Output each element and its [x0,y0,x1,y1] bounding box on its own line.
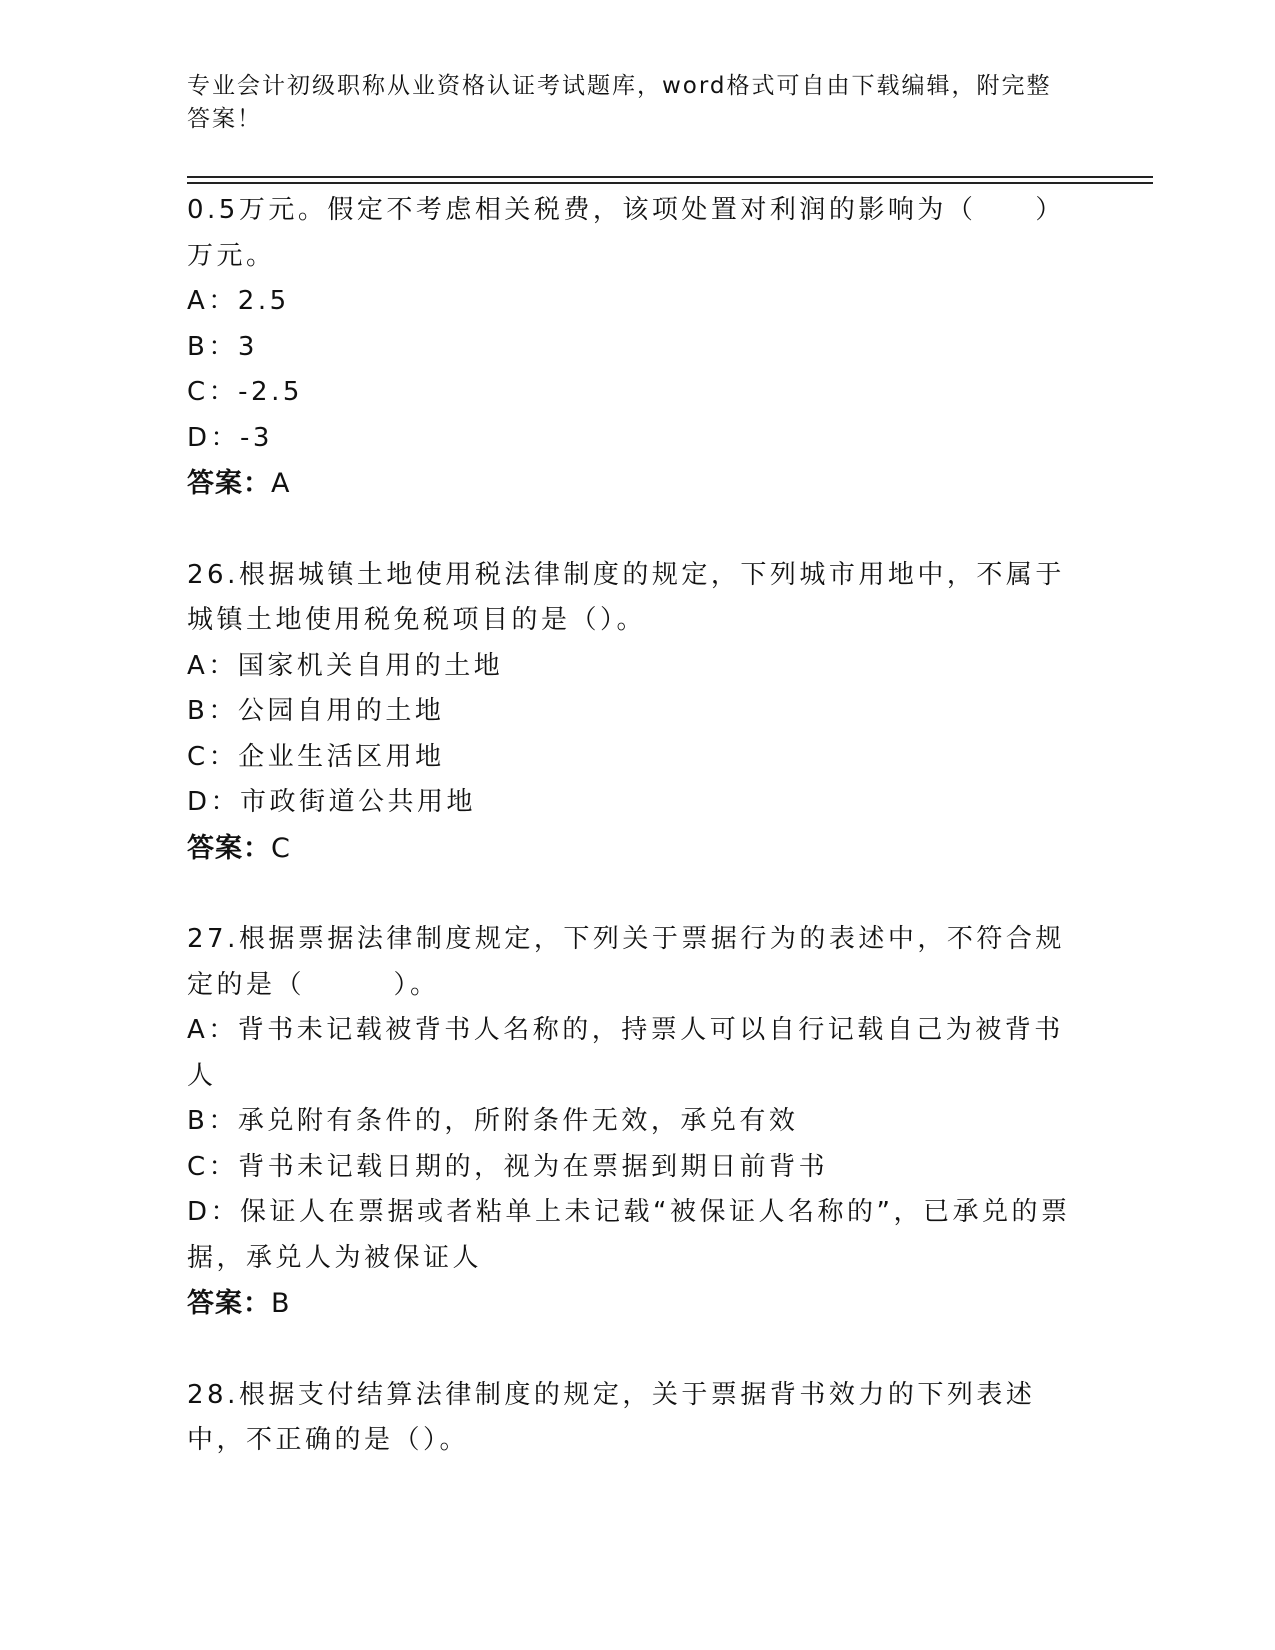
question-block-25-continued [187,188,1077,507]
answer-line [187,461,1077,507]
question-stem: 0.5万元。假定不考虑相关税费，该项处置对利润的影响为（ ）万元。 [187,195,1065,271]
answer-value: B [271,1288,291,1319]
question-content [187,188,1077,1464]
question-block-28 [187,1373,1077,1464]
option-b: B：公园自用的土地 [187,696,445,726]
spacer [187,871,1077,917]
spacer [187,1327,1077,1373]
option-a: A：背书未记载被背书人名称的，持票人可以自行记载自己为被背书人 [187,1015,1064,1091]
option-a: A：2.5 [187,286,290,316]
answer-label: 答案： [187,832,271,864]
header-rule-bottom [187,182,1153,184]
answer-label: 答案： [187,468,271,499]
answer-value: C [271,832,291,864]
option-a: A：国家机关自用的土地 [187,650,504,681]
spacer [187,507,1077,553]
answer-value: A [271,468,291,499]
option-d: D：市政街道公共用地 [187,787,477,817]
option-c: C：-2.5 [187,377,303,407]
answer-line [187,826,1077,872]
option-b: B：3 [187,331,258,362]
option-d: D：-3 [187,422,273,453]
page-header-text: 专业会计初级职称从业资格认证考试题库，word格式可自由下载编辑，附完整答案！ [187,73,1052,132]
option-d: D：保证人在票据或者粘单上未记载“被保证人名称的”，已承兑的票据，承兑人为被保证人 [187,1197,1071,1273]
question-stem: 26.根据城镇土地使用税法律制度的规定，下列城市用地中，不属于城镇土地使用税免税项目的是（）。 [187,559,1065,635]
question-stem: 28.根据支付结算法律制度的规定，关于票据背书效力的下列表述中，不正确的是（）。 [187,1379,1036,1455]
question-block-27 [187,917,1077,1327]
option-c: C：企业生活区用地 [187,741,445,772]
header-rule-top [187,176,1153,178]
answer-line [187,1281,1077,1327]
option-c: C：背书未记载日期的，视为在票据到期日前背书 [187,1151,829,1182]
answer-label: 答案： [187,1288,271,1319]
option-b: B：承兑附有条件的，所附条件无效，承兑有效 [187,1106,799,1136]
question-block-26 [187,553,1077,872]
question-stem: 27.根据票据法律制度规定，下列关于票据行为的表述中，不符合规定的是（ ）。 [187,924,1065,1000]
